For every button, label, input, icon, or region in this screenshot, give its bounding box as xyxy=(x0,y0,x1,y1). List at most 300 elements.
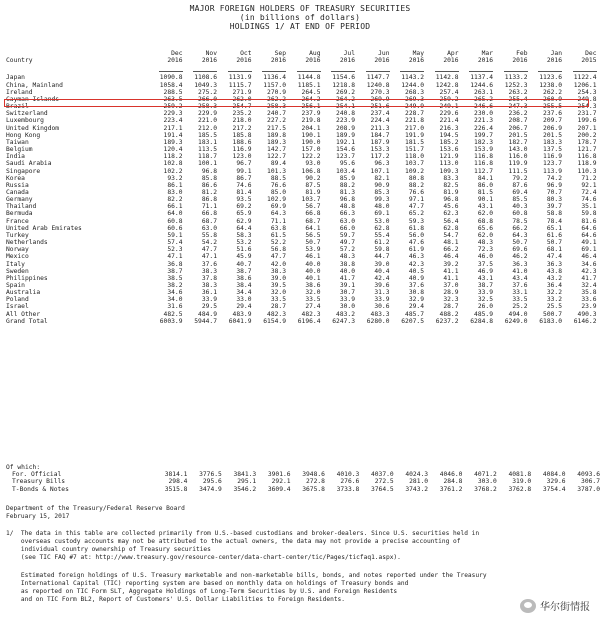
of-which-value: 329.6 xyxy=(546,478,566,486)
holding-value: 70.7 xyxy=(546,188,562,196)
holding-value: 118.7 xyxy=(198,153,217,161)
holding-value: 42.3 xyxy=(408,260,424,268)
holding-value: 237.9 xyxy=(301,110,321,118)
holding-value: 26.0 xyxy=(477,303,493,311)
watermark-text: 华尔街情报 xyxy=(540,602,590,613)
holding-value: 59.7 xyxy=(339,231,355,239)
table-row xyxy=(4,268,597,275)
holding-value: 116.8 xyxy=(474,153,493,161)
holding-value: 66.3 xyxy=(339,210,355,218)
country-name: India xyxy=(6,153,25,161)
of-which-row xyxy=(4,486,600,493)
holding-value: 38.8 xyxy=(339,260,355,268)
holding-value: 63.0 xyxy=(339,217,355,225)
column-month: May xyxy=(412,50,424,57)
column-month: Apr xyxy=(447,50,459,57)
holding-value: 66.8 xyxy=(305,210,321,218)
holding-value: 78.4 xyxy=(546,217,562,225)
holding-value: 96.3 xyxy=(374,160,390,168)
holding-value: 137.5 xyxy=(543,146,562,154)
of-which-value: 295.1 xyxy=(237,478,257,486)
holding-value: 62.8 xyxy=(443,224,459,232)
holding-value: 32.3 xyxy=(443,296,459,304)
holding-value: 61.8 xyxy=(408,224,424,232)
holding-value: 6280.0 xyxy=(366,317,390,325)
holding-value: 37.6 xyxy=(512,282,528,289)
holding-value: 1108.6 xyxy=(194,74,217,82)
country-name: Italy xyxy=(6,260,25,268)
holding-value: 48.3 xyxy=(477,239,493,247)
holding-value: 49.1 xyxy=(581,239,597,247)
holding-value: 221.3 xyxy=(474,117,493,125)
country-name: Thailand xyxy=(6,203,37,211)
holding-value: 38.7 xyxy=(167,267,183,275)
holding-value: 6154.9 xyxy=(263,317,286,325)
holding-value: 90.1 xyxy=(477,196,493,204)
holding-value: 72.4 xyxy=(581,188,597,196)
holding-value: 1240.8 xyxy=(355,82,390,89)
holding-value: 231.7 xyxy=(577,110,597,118)
holding-value: 30.6 xyxy=(374,303,390,311)
date-line: February 15, 2017 xyxy=(6,513,70,520)
underline-rule xyxy=(504,71,528,72)
holding-value: 235.2 xyxy=(232,110,252,118)
table-row xyxy=(4,146,597,153)
holding-value: 33.9 xyxy=(477,289,493,297)
holding-value: 36.4 xyxy=(546,282,562,289)
holding-value: 208.9 xyxy=(336,124,355,132)
holding-value: 153.9 xyxy=(474,146,493,154)
holding-value: 42.4 xyxy=(374,274,390,282)
holding-value: 217.5 xyxy=(267,124,286,132)
holding-value: 53.9 xyxy=(305,246,321,254)
of-which-value: 3675.8 xyxy=(302,485,325,493)
holding-value: 271.9 xyxy=(232,88,252,96)
holding-value: 92.1 xyxy=(581,181,597,189)
holding-value: 66.8 xyxy=(201,210,217,218)
holding-value: 270.3 xyxy=(370,88,390,96)
holding-value: 482.3 xyxy=(267,310,286,318)
holding-value: 217.0 xyxy=(405,124,424,132)
holding-value: 69.4 xyxy=(512,188,528,196)
holding-value: 223.9 xyxy=(336,117,355,125)
holding-value: 229.9 xyxy=(198,110,217,118)
holding-value: 32.5 xyxy=(477,296,493,304)
of-which-value: 3761.2 xyxy=(439,485,463,493)
holding-value: 36.3 xyxy=(512,260,528,268)
underline-rule xyxy=(469,71,493,72)
holding-value: 110.3 xyxy=(577,167,597,175)
underline-rule xyxy=(228,71,252,72)
table-row xyxy=(4,318,597,325)
of-which-value: 319.0 xyxy=(512,478,532,486)
holding-value: 185.5 xyxy=(198,131,217,139)
of-which-value: 3776.5 xyxy=(199,471,222,479)
holding-value: 81.9 xyxy=(305,188,321,196)
holding-value: 30.0 xyxy=(339,303,355,311)
holding-value: 68.8 xyxy=(477,217,493,225)
holding-value: 122.7 xyxy=(267,153,286,161)
holding-value: 227.2 xyxy=(267,117,286,125)
holding-value: 255.4 xyxy=(508,95,528,103)
holding-value: 109.2 xyxy=(405,167,424,175)
holding-value: 47.6 xyxy=(408,239,424,247)
holding-value: 47.7 xyxy=(270,253,286,261)
country-name: Sweden xyxy=(6,267,29,275)
holding-value: 33.9 xyxy=(374,296,390,304)
holding-value: 264.2 xyxy=(336,95,355,103)
holding-value: 59.8 xyxy=(374,246,390,254)
table-row xyxy=(4,253,597,260)
holding-value: 259.2 xyxy=(439,95,459,103)
of-which-value: 4037.0 xyxy=(370,471,394,479)
holding-value: 116.9 xyxy=(543,153,562,161)
holding-value: 116.8 xyxy=(577,153,597,161)
holding-value: 69.1 xyxy=(374,210,390,218)
holding-value: 258.3 xyxy=(267,103,286,111)
holding-value: 40.0 xyxy=(339,267,355,275)
country-name: China, Mainland xyxy=(4,82,148,89)
holding-value: 56.5 xyxy=(305,231,321,239)
holding-value: 102.8 xyxy=(163,160,183,168)
holding-value: 254.1 xyxy=(336,103,355,111)
holding-value: 46.3 xyxy=(408,253,424,261)
of-which-value: 4084.0 xyxy=(542,471,566,479)
table-row xyxy=(4,110,597,117)
table-row xyxy=(4,117,597,124)
column-year: 2016 xyxy=(443,57,459,65)
holding-value: 39.0 xyxy=(374,260,390,268)
holding-value: 207.1 xyxy=(577,124,597,132)
holding-value: 103.7 xyxy=(405,160,424,168)
country-name: Bermuda xyxy=(6,210,33,218)
holding-value: 81.6 xyxy=(581,217,597,225)
holding-value: 181.5 xyxy=(405,138,424,146)
holding-value: 123.7 xyxy=(336,153,355,161)
footnote-line: International Capital (TIC) reporting system are based on monthly data on holdings of Treasury bonds and xyxy=(6,580,409,587)
holding-value: 46.4 xyxy=(581,253,597,261)
holding-value: 254.3 xyxy=(577,103,597,111)
of-which-value: 3743.2 xyxy=(405,485,429,493)
watermark xyxy=(520,598,590,613)
holding-value: 85.8 xyxy=(201,174,217,182)
of-which-heading-row xyxy=(4,464,600,471)
holding-value: 89.4 xyxy=(270,160,286,168)
holding-value: 29.5 xyxy=(201,303,217,311)
holding-value: 254.3 xyxy=(577,88,597,96)
column-year: 2016 xyxy=(339,57,355,65)
holding-value: 30.7 xyxy=(339,289,355,297)
holding-value: 263.5 xyxy=(163,95,183,103)
holding-value: 1154.6 xyxy=(332,74,355,82)
header-underline xyxy=(4,67,597,74)
holding-value: 1206.1 xyxy=(562,82,597,89)
holding-value: 84.1 xyxy=(477,174,493,182)
table-row-highlighted xyxy=(4,82,597,89)
holding-value: 6284.8 xyxy=(470,317,493,325)
holding-value: 41.7 xyxy=(581,274,597,282)
holding-value: 102.2 xyxy=(163,167,183,175)
holding-value: 6041.9 xyxy=(228,317,252,325)
holding-value: 183.3 xyxy=(543,138,562,146)
holding-value: 1147.7 xyxy=(366,74,390,82)
holding-value: 33.6 xyxy=(581,296,597,304)
holding-value: 66.1 xyxy=(167,203,183,211)
holding-value: 61.2 xyxy=(374,239,390,247)
holding-value: 93.2 xyxy=(167,174,183,182)
holding-value: 81.4 xyxy=(236,188,252,196)
of-which-value: 3901.6 xyxy=(267,471,291,479)
column-year: 2016 xyxy=(270,57,286,65)
holding-value: 269.3 xyxy=(405,95,424,103)
holding-value: 74.6 xyxy=(236,181,252,189)
holding-value: 63.8 xyxy=(270,224,286,232)
holding-value: 64.6 xyxy=(581,231,597,239)
holding-value: 230.0 xyxy=(474,110,493,118)
holding-value: 37.6 xyxy=(201,260,217,268)
holding-value: 76.6 xyxy=(408,188,424,196)
holding-value: 61.6 xyxy=(546,231,562,239)
holding-value: 53.2 xyxy=(236,239,252,247)
holding-value: 39.0 xyxy=(270,274,286,282)
holding-value: 1058.4 xyxy=(148,82,183,89)
holding-value: 40.0 xyxy=(305,260,321,268)
holding-value: 97.1 xyxy=(408,196,424,204)
country-name: Spain xyxy=(6,282,25,289)
holding-value: 62.0 xyxy=(477,231,493,239)
holding-value: 33.5 xyxy=(270,296,286,304)
of-which-value: 4093.6 xyxy=(577,471,600,479)
holding-value: 41.1 xyxy=(443,267,459,275)
of-which-value: 3841.3 xyxy=(233,471,257,479)
holding-value: 237.4 xyxy=(370,110,390,118)
column-year: 2016 xyxy=(167,57,183,65)
holding-value: 59.3 xyxy=(408,217,424,225)
underline-rule xyxy=(297,71,321,72)
holding-value: 33.2 xyxy=(546,296,562,304)
column-year: 2016 xyxy=(374,57,390,65)
holding-value: 194.5 xyxy=(439,131,459,139)
holding-value: 65.2 xyxy=(408,210,424,218)
holding-value: 57.2 xyxy=(339,246,355,254)
holding-value: 96.9 xyxy=(546,181,562,189)
holding-value: 500.7 xyxy=(543,310,562,318)
holding-value: 62.8 xyxy=(374,224,390,232)
holding-value: 38.6 xyxy=(236,274,252,282)
holding-value: 6237.2 xyxy=(435,317,459,325)
underline-rule xyxy=(193,71,217,72)
holding-value: 85.0 xyxy=(270,188,286,196)
table-row xyxy=(4,125,597,132)
holding-value: 153.6 xyxy=(439,146,459,154)
country-name: United Arab Emirates xyxy=(6,224,82,232)
country-name: Belgium xyxy=(6,146,33,154)
of-which-label: Treasury Bills xyxy=(12,478,66,486)
holding-value: 221.8 xyxy=(405,117,424,125)
holding-value: 37.8 xyxy=(201,274,217,282)
holding-value: 28.7 xyxy=(443,303,459,311)
holding-value: 483.9 xyxy=(232,310,252,318)
holding-value: 1157.0 xyxy=(252,82,287,89)
holding-value: 32.0 xyxy=(305,289,321,297)
holding-value: 48.0 xyxy=(374,203,390,211)
holding-value: 48.1 xyxy=(443,239,459,247)
holding-value: 64.4 xyxy=(236,224,252,232)
holding-value: 40.3 xyxy=(512,203,528,211)
holding-value: 86.0 xyxy=(477,181,493,189)
holding-value: 68.7 xyxy=(201,217,217,225)
holding-value: 60.8 xyxy=(512,210,528,218)
holding-value: 192.1 xyxy=(336,138,355,146)
holding-value: 50.7 xyxy=(512,239,528,247)
holding-value: 107.1 xyxy=(370,167,390,175)
holding-value: 86.1 xyxy=(167,181,183,189)
holding-value: 43.1 xyxy=(477,274,493,282)
holding-value: 41.1 xyxy=(443,274,459,282)
table-row xyxy=(4,182,597,189)
holding-value: 37.6 xyxy=(408,282,424,289)
table-subtitle: (in billions of dollars) xyxy=(239,13,361,22)
table-row xyxy=(4,218,597,225)
holding-value: 1252.3 xyxy=(493,82,528,89)
holding-value: 240.7 xyxy=(267,110,286,118)
holding-value: 41.0 xyxy=(512,267,528,275)
column-year: 2016 xyxy=(408,57,424,65)
table-row xyxy=(4,175,597,182)
holding-value: 47.7 xyxy=(201,246,217,254)
footnote-line: as reported on TIC Form SLT, Aggregate Holdings of Long-Term Securities by U.S. and Foreign Residents xyxy=(6,588,398,595)
holding-value: 229.6 xyxy=(439,110,459,118)
holding-value: 1133.2 xyxy=(504,74,528,82)
column-month: Feb xyxy=(516,50,528,57)
of-which-value: 3546.2 xyxy=(233,485,257,493)
holding-value: 189.3 xyxy=(163,138,183,146)
holding-value: 80.3 xyxy=(546,196,562,204)
holding-value: 183.1 xyxy=(198,138,217,146)
column-year: 2016 xyxy=(546,57,562,65)
holding-value: 65.1 xyxy=(546,224,562,232)
holding-value: 258.3 xyxy=(198,103,217,111)
holding-value: 58.3 xyxy=(236,231,252,239)
holding-value: 249.1 xyxy=(439,103,459,111)
holding-value: 85.9 xyxy=(339,174,355,182)
holding-value: 60.6 xyxy=(167,224,183,232)
holding-value: 50.7 xyxy=(546,239,562,247)
holding-value: 40.9 xyxy=(408,274,424,282)
holding-value: 38.6 xyxy=(305,282,321,289)
column-year: 2016 xyxy=(512,57,528,65)
dept-line: Department of the Treasury/Federal Reserve Board xyxy=(6,505,185,512)
column-month: Jul xyxy=(343,50,355,57)
holding-value: 212.0 xyxy=(198,124,217,132)
holding-value: 34.0 xyxy=(167,296,183,304)
table-row xyxy=(4,225,597,232)
holding-value: 68.7 xyxy=(305,217,321,225)
holding-value: 260.9 xyxy=(543,95,562,103)
of-which-value: 298.4 xyxy=(168,478,188,486)
holding-value: 6249.0 xyxy=(504,317,528,325)
holding-value: 25.5 xyxy=(546,303,562,311)
holding-value: 39.2 xyxy=(443,260,459,268)
holding-value: 190.1 xyxy=(301,131,321,139)
holding-value: 113.9 xyxy=(543,167,562,175)
holding-value: 236.2 xyxy=(508,110,528,118)
of-which-table xyxy=(4,464,600,493)
holding-value: 38.2 xyxy=(167,282,183,289)
holding-value: 43.2 xyxy=(546,274,562,282)
of-which-value: 295.6 xyxy=(202,478,222,486)
holding-value: 494.0 xyxy=(508,310,528,318)
holding-value: 65.6 xyxy=(477,224,493,232)
holding-value: 46.4 xyxy=(443,253,459,261)
of-which-value: 3474.9 xyxy=(199,485,222,493)
underline-rule xyxy=(573,71,597,72)
of-which-row xyxy=(4,471,600,478)
holding-value: 33.9 xyxy=(201,296,217,304)
holding-value: 85.5 xyxy=(512,196,528,204)
of-which-value: 284.8 xyxy=(443,478,463,486)
table-row xyxy=(4,189,597,196)
holding-value: 81.5 xyxy=(477,188,493,196)
column-year: 2015 xyxy=(581,57,597,65)
holding-value: 74.2 xyxy=(546,174,562,182)
holding-value: 56.7 xyxy=(305,203,321,211)
country-name: All Other xyxy=(6,310,41,318)
holding-value: 1142.8 xyxy=(435,74,459,82)
holding-value: 96.8 xyxy=(201,167,217,175)
holding-value: 78.5 xyxy=(512,217,528,225)
holding-value: 47.7 xyxy=(408,203,424,211)
holding-value: 33.0 xyxy=(236,296,252,304)
holding-value: 31.6 xyxy=(167,303,183,311)
holding-value: 217.2 xyxy=(232,124,252,132)
of-which-value: 3754.4 xyxy=(542,485,566,493)
underline-rule xyxy=(331,71,355,72)
holding-value: 123.7 xyxy=(543,160,562,168)
holding-value: 237.6 xyxy=(543,110,562,118)
holding-value: 1185.1 xyxy=(286,82,321,89)
holding-value: 34.6 xyxy=(167,289,183,297)
holding-value: 43.4 xyxy=(512,274,528,282)
holding-value: 74.6 xyxy=(581,196,597,204)
holding-value: 1049.3 xyxy=(183,82,218,89)
holding-value: 6146.2 xyxy=(573,317,597,325)
footnote-line: Estimated foreign holdings of U.S. Treasury marketable and non-marketable bills, bonds, and notes reported under the Treasury xyxy=(6,572,487,579)
holding-value: 29.4 xyxy=(236,303,252,311)
underline-rule xyxy=(262,71,286,72)
holding-value: 90.2 xyxy=(305,174,321,182)
holding-value: 38.4 xyxy=(236,282,252,289)
table-row xyxy=(4,289,597,296)
holding-value: 6196.4 xyxy=(297,317,321,325)
column-year: 2016 xyxy=(201,57,217,65)
holding-value: 275.2 xyxy=(198,88,217,96)
holding-value: 69.1 xyxy=(581,246,597,254)
holding-value: 112.7 xyxy=(474,167,493,175)
holding-value: 38.7 xyxy=(477,282,493,289)
holding-value: 43.8 xyxy=(546,267,562,275)
holding-value: 6247.3 xyxy=(332,317,355,325)
country-name: Taiwan xyxy=(6,138,29,146)
holding-value: 76.6 xyxy=(270,181,286,189)
column-month: Sep xyxy=(274,50,286,57)
country-name: Hong Kong xyxy=(6,131,41,139)
holding-value: 153.3 xyxy=(370,146,390,154)
holding-value: 61.9 xyxy=(408,246,424,254)
holding-value: 109.3 xyxy=(439,167,459,175)
of-which-value: 3764.5 xyxy=(370,485,394,493)
holding-value: 265.2 xyxy=(474,95,493,103)
